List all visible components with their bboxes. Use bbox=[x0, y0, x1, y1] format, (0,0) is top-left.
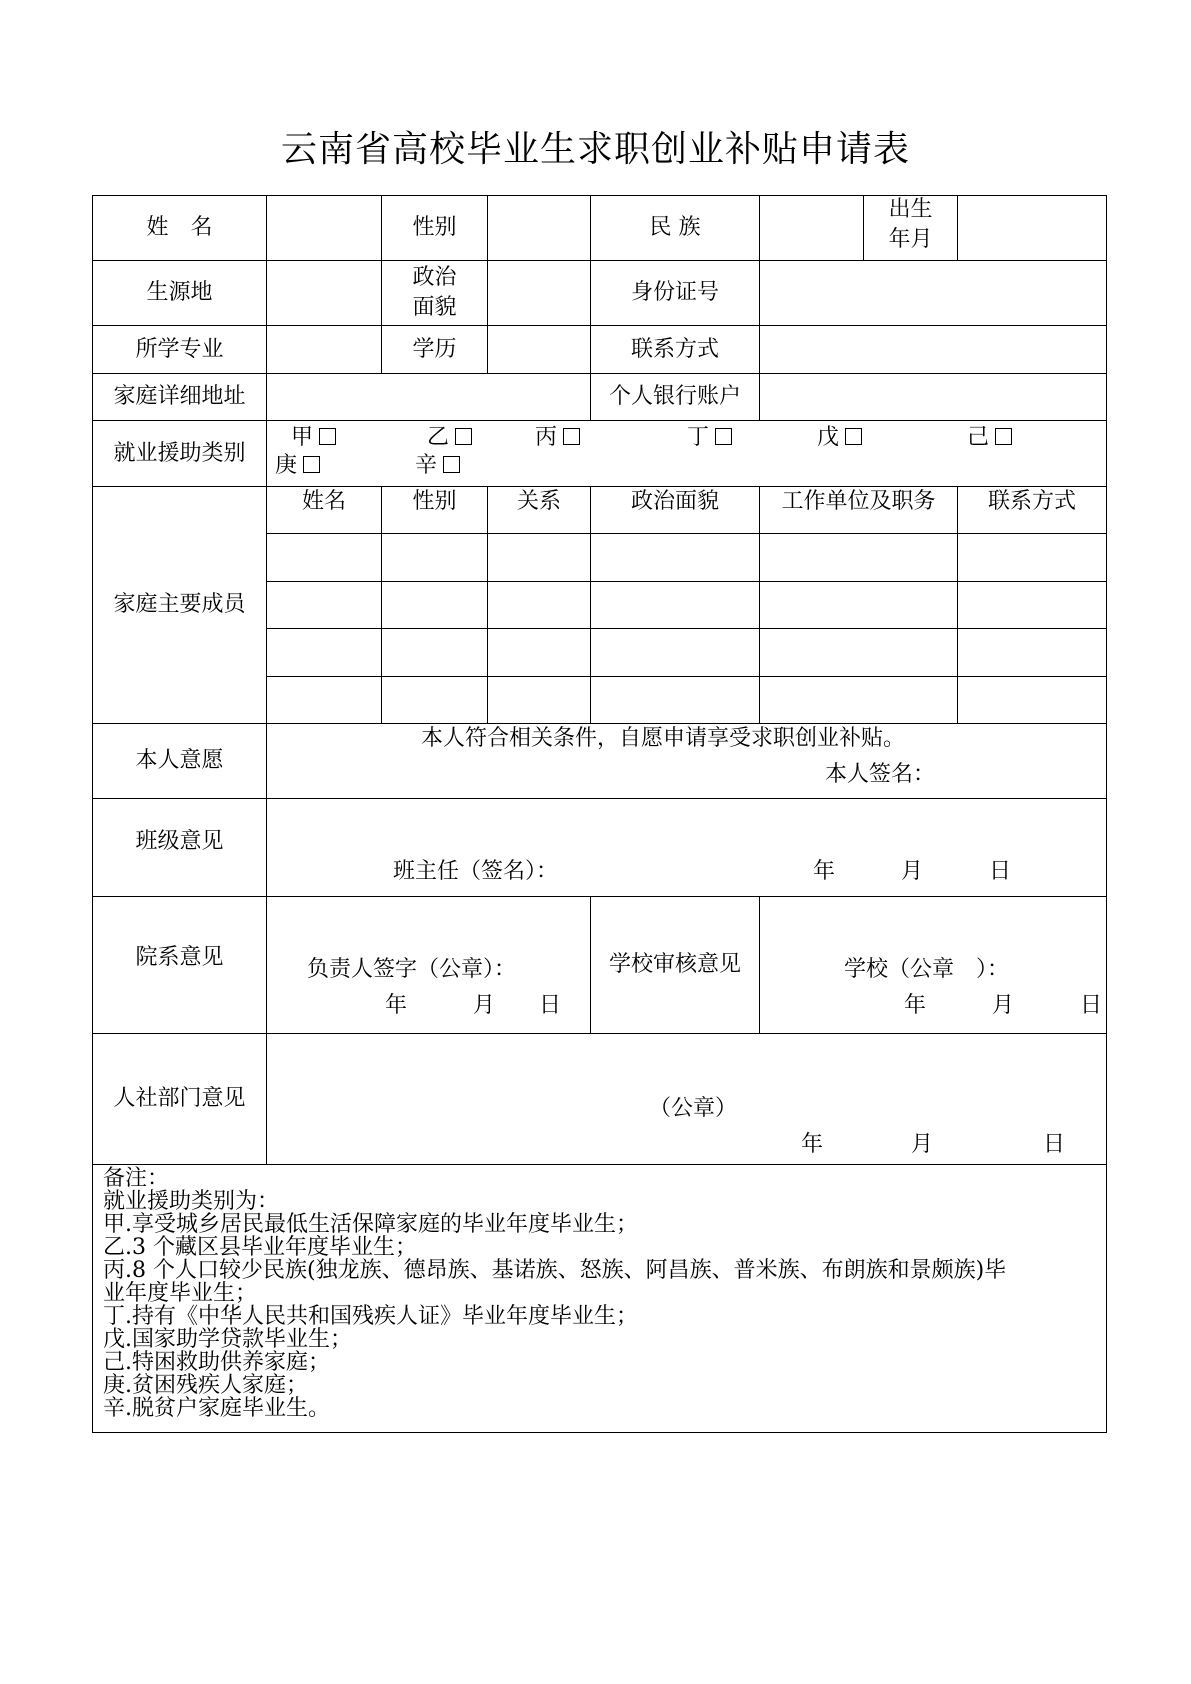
note-line: 庚.贫困残疾人家庭； bbox=[103, 1373, 308, 1398]
school-review-area[interactable] bbox=[760, 897, 1107, 1034]
origin-label: 生源地 bbox=[93, 261, 267, 326]
contact-field[interactable] bbox=[760, 326, 1107, 374]
application-form bbox=[92, 195, 1106, 1433]
id-number-label: 身份证号 bbox=[591, 261, 760, 326]
birth-field[interactable] bbox=[958, 196, 1107, 261]
family-cell[interactable] bbox=[267, 534, 382, 582]
checkbox-bing[interactable] bbox=[563, 428, 580, 445]
family-header-employer: 工作单位及职务 bbox=[760, 487, 958, 534]
political-field[interactable] bbox=[488, 261, 591, 326]
note-line: 乙.3 个藏区县毕业年度毕业生； bbox=[103, 1235, 417, 1260]
hr-opinion-area[interactable] bbox=[267, 1034, 1107, 1165]
family-cell[interactable] bbox=[760, 534, 958, 582]
political-label-line1: 政治 bbox=[412, 265, 457, 290]
family-cell[interactable] bbox=[488, 677, 591, 724]
family-cell[interactable] bbox=[958, 582, 1107, 629]
family-header-relation: 关系 bbox=[488, 487, 591, 534]
family-cell[interactable] bbox=[267, 582, 382, 629]
hr-date: 年 月 日 bbox=[801, 1132, 1066, 1157]
category-option-wu[interactable]: 戊 bbox=[817, 423, 862, 453]
family-header-political: 政治面貌 bbox=[591, 487, 760, 534]
ethnicity-label: 民 族 bbox=[591, 196, 760, 261]
class-teacher-signature: 班主任（签名）： bbox=[393, 859, 559, 884]
education-label: 学历 bbox=[382, 326, 488, 374]
family-cell[interactable] bbox=[760, 629, 958, 677]
major-label: 所学专业 bbox=[93, 326, 267, 374]
family-cell[interactable] bbox=[958, 534, 1107, 582]
name-label: 姓 名 bbox=[93, 196, 267, 261]
note-line: 业年度毕业生； bbox=[103, 1281, 258, 1306]
assistance-category-label: 就业援助类别 bbox=[93, 421, 267, 487]
dept-opinion-label: 院系意见 bbox=[93, 897, 267, 1034]
note-line: 丁.持有《中华人民共和国残疾人证》毕业年度毕业生； bbox=[103, 1304, 638, 1329]
origin-field[interactable] bbox=[267, 261, 382, 326]
bank-account-field[interactable] bbox=[760, 374, 1107, 421]
political-label bbox=[382, 261, 488, 326]
family-cell[interactable] bbox=[488, 629, 591, 677]
note-line: 辛.脱贫户家庭毕业生。 bbox=[103, 1396, 330, 1421]
dept-signature: 负责人签字（公章）： bbox=[307, 957, 517, 982]
family-cell[interactable] bbox=[591, 582, 760, 629]
category-option-xin[interactable]: 辛 bbox=[415, 451, 460, 481]
personal-wish-label: 本人意愿 bbox=[93, 724, 267, 799]
family-cell[interactable] bbox=[382, 629, 488, 677]
checkbox-wu[interactable] bbox=[845, 428, 862, 445]
bank-account-label: 个人银行账户 bbox=[591, 374, 760, 421]
family-cell[interactable] bbox=[382, 582, 488, 629]
family-cell[interactable] bbox=[382, 534, 488, 582]
major-field[interactable] bbox=[267, 326, 382, 374]
family-cell[interactable] bbox=[488, 534, 591, 582]
family-cell[interactable] bbox=[382, 677, 488, 724]
checkbox-ding[interactable] bbox=[715, 428, 732, 445]
hr-seal: （公章） bbox=[649, 1096, 738, 1121]
name-field[interactable] bbox=[267, 196, 382, 261]
family-cell[interactable] bbox=[760, 677, 958, 724]
family-cell[interactable] bbox=[591, 534, 760, 582]
assistance-category-options bbox=[267, 421, 1107, 487]
gender-label: 性别 bbox=[382, 196, 488, 261]
education-field[interactable] bbox=[488, 326, 591, 374]
family-cell[interactable] bbox=[958, 629, 1107, 677]
home-address-field[interactable] bbox=[267, 374, 591, 421]
family-header-gender: 性别 bbox=[382, 487, 488, 534]
checkbox-ji[interactable] bbox=[995, 428, 1012, 445]
category-option-yi[interactable]: 乙 bbox=[427, 423, 472, 453]
category-option-jia[interactable]: 甲 bbox=[291, 423, 336, 453]
family-header-contact: 联系方式 bbox=[958, 487, 1107, 534]
birth-label bbox=[864, 196, 958, 261]
school-seal: 学校（公章 ）： bbox=[844, 957, 1010, 982]
category-option-ji[interactable]: 己 bbox=[967, 423, 1012, 453]
family-cell[interactable] bbox=[760, 582, 958, 629]
category-option-bing[interactable]: 丙 bbox=[535, 423, 580, 453]
note-line: 就业援助类别为： bbox=[103, 1189, 280, 1214]
category-option-ding[interactable]: 丁 bbox=[687, 423, 732, 453]
form-title: 云南省高校毕业生求职创业补贴申请表 bbox=[280, 129, 910, 170]
id-number-field[interactable] bbox=[760, 261, 1107, 326]
checkbox-geng[interactable] bbox=[303, 456, 320, 473]
family-cell[interactable] bbox=[591, 677, 760, 724]
note-line: 备注： bbox=[103, 1166, 170, 1191]
family-cell[interactable] bbox=[591, 629, 760, 677]
family-cell[interactable] bbox=[267, 677, 382, 724]
birth-label-line1: 出生 bbox=[888, 197, 933, 222]
note-line: 丙.8 个人口较少民族(独龙族、德昂族、基诺族、怒族、阿昌族、普米族、布朗族和景颇族)毕 bbox=[103, 1258, 1007, 1283]
home-address-label: 家庭详细地址 bbox=[93, 374, 267, 421]
class-date: 年 月 日 bbox=[813, 859, 1012, 884]
notes-section bbox=[93, 1165, 1107, 1433]
family-header-name: 姓名 bbox=[267, 487, 382, 534]
political-label-line2: 面貌 bbox=[412, 295, 457, 320]
family-cell[interactable] bbox=[958, 677, 1107, 724]
class-opinion-label: 班级意见 bbox=[93, 799, 267, 897]
school-review-label: 学校审核意见 bbox=[591, 897, 760, 1034]
category-option-geng[interactable]: 庚 bbox=[275, 451, 320, 481]
birth-label-line2: 年月 bbox=[888, 227, 933, 252]
gender-field[interactable] bbox=[488, 196, 591, 261]
family-cell[interactable] bbox=[488, 582, 591, 629]
family-members-label: 家庭主要成员 bbox=[93, 487, 267, 724]
contact-label: 联系方式 bbox=[591, 326, 760, 374]
hr-opinion-label: 人社部门意见 bbox=[93, 1034, 267, 1165]
wish-statement: 本人符合相关条件，自愿申请享受求职创业补贴。 bbox=[421, 726, 906, 751]
class-opinion-area[interactable] bbox=[267, 799, 1107, 897]
school-date: 年 月 日 bbox=[904, 993, 1103, 1018]
note-line: 己.特困救助供养家庭； bbox=[103, 1350, 330, 1375]
dept-date: 年 月 日 bbox=[385, 993, 562, 1018]
personal-wish-area[interactable] bbox=[267, 724, 1107, 799]
ethnicity-field[interactable] bbox=[760, 196, 864, 261]
wish-signature-label: 本人签名： bbox=[825, 762, 936, 787]
checkbox-xin[interactable] bbox=[443, 456, 460, 473]
note-line: 戊.国家助学贷款毕业生； bbox=[103, 1327, 352, 1352]
note-line: 甲.享受城乡居民最低生活保障家庭的毕业年度毕业生； bbox=[103, 1212, 638, 1237]
family-cell[interactable] bbox=[267, 629, 382, 677]
checkbox-jia[interactable] bbox=[319, 428, 336, 445]
checkbox-yi[interactable] bbox=[455, 428, 472, 445]
dept-opinion-area[interactable] bbox=[267, 897, 591, 1034]
